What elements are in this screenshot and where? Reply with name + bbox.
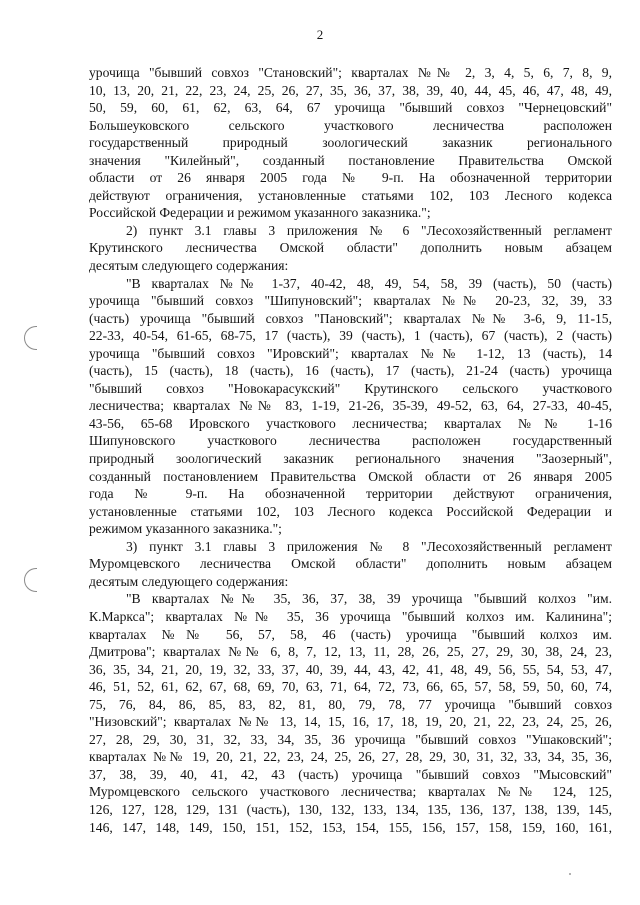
text-line: 10, 13, 20, 21, 22, 23, 24, 25, 26, 27, 35, 36, 37, 38, 39, 40, 44, 45, 46, 47, 48, 49, (89, 82, 612, 98)
text-line: 37, 38, 39, 40, 41, 42, 43 (часть) урочища "бывший совхоз "Мысовский" (89, 766, 612, 782)
text-line: 126, 127, 128, 129, 131 (часть), 130, 132, 133, 134, 135, 136, 137, 138, 139, 145, (89, 801, 612, 817)
text-line: 36, 35, 34, 21, 20, 19, 32, 33, 37, 40, 39, 44, 43, 42, 41, 48, 49, 56, 55, 54, 53, 47, (89, 661, 612, 677)
text-line: (часть), 15 (часть), 18 (часть), 16 (часть), 17 (часть), 21-24 (часть) урочища (89, 363, 612, 379)
text-line: режимом указанного заказника."; (89, 521, 282, 537)
text-line: 22-33, 40-54, 61-65, 68-75, 17 (часть), 39 (часть), 1 (часть), 67 (часть), 2 (часть) (89, 328, 612, 344)
text-line: "бывший совхоз "Новокарасукский" Крутинского сельского участкового (89, 380, 612, 396)
text-line: 3) пункт 3.1 главы 3 приложения № 8 "Лесохозяйственный регламент (126, 538, 612, 554)
text-line: Дмитрова"; кварталах №№ 6, 8, 7, 12, 13, 11, 28, 26, 25, 27, 29, 30, 38, 24, 23, (89, 644, 612, 660)
text-line: кварталах №№ 56, 57, 58, 46 (часть) урочища "бывший колхоз им. (89, 626, 612, 642)
text-line: 43-56, 65-68 Ировского участкового лесничества; кварталах №№ 1-16 (89, 415, 612, 431)
text-line: урочища "бывший совхоз "Шипуновский"; кварталах №№ 20-23, 32, 39, 33 (89, 293, 612, 309)
text-line: 2) пункт 3.1 главы 3 приложения № 6 "Лесохозяйственный регламент (126, 222, 612, 238)
text-line: установленные статьями 102, 103 Лесного кодекса Российской Федерации и (89, 503, 612, 519)
page-number: 2 (316, 27, 324, 42)
text-line: "В кварталах №№ 35, 36, 37, 38, 39 урочища "бывший колхоз "им. (126, 591, 612, 607)
text-line: (часть) урочища "бывший совхоз "Пановский"; кварталах №№ 3-6, 9, 11-15, (89, 310, 612, 326)
text-line: урочища "бывший совхоз "Ировский"; кварталах №№ 1-12, 13 (часть), 14 (89, 345, 612, 361)
text-line: "В кварталах №№ 1-37, 40-42, 48, 49, 54, 58, 39 (часть), 50 (часть) (126, 275, 612, 291)
text-line: кварталах №№ 19, 20, 21, 22, 23, 24, 25, 26, 27, 28, 29, 30, 31, 32, 33, 34, 35, 36, (89, 749, 612, 765)
text-line: государственный природный зоологический заказник регионального (89, 135, 612, 151)
text-line: лесничества; кварталах №№ 83, 1-19, 21-26, 35-39, 49-52, 63, 64, 27-33, 40-45, (89, 398, 612, 414)
text-line: созданный постановлением Правительства Омской области от 26 января 2005 (89, 468, 612, 484)
text-line: Российской Федерации и режимом указанного заказника."; (89, 205, 431, 221)
text-line: Большеуковского сельского участкового лесничества расположен (89, 117, 612, 133)
text-line: десятым следующего содержания: (89, 573, 289, 589)
text-line: года № 9-п. На обозначенной территории действуют ограничения, (89, 486, 612, 502)
text-line: Шипуновского участкового лесничества расположен государственный (89, 433, 612, 449)
document-body (89, 64, 612, 836)
text-line: Крутинского лесничества Омской области" дополнить новым абзацем (89, 240, 612, 256)
text-line: 27, 28, 29, 30, 31, 32, 33, 34, 35, 36 урочища "бывший совхоз "Ушаковский"; (89, 731, 612, 747)
text-line: Муромцевского сельского участкового лесничества; кварталах №№ 124, 125, (89, 784, 612, 800)
punch-hole-mark (24, 326, 37, 350)
text-line: значения "Килейный", созданный постановление Правительства Омской (89, 152, 612, 168)
text-line: 75, 76, 84, 86, 85, 83, 82, 81, 80, 79, 78, 77 урочища "бывший совхоз (89, 696, 612, 712)
text-line: "Низовский"; кварталах №№ 13, 14, 15, 16, 17, 18, 19, 20, 21, 22, 23, 24, 25, 26, (89, 714, 612, 730)
text-line: природный зоологический заказник регионального значения "Заозерный", (89, 451, 612, 467)
punch-hole-mark (24, 568, 37, 592)
text-line: 46, 51, 52, 61, 62, 67, 68, 69, 70, 63, 71, 64, 72, 73, 66, 65, 57, 58, 59, 50, 60, 74, (89, 679, 612, 695)
text-line: К.Маркса"; кварталах №№ 35, 36 урочища "бывший колхоз им. Калинина"; (89, 608, 612, 624)
text-line: 146, 147, 148, 149, 150, 151, 152, 153, 154, 155, 156, 157, 158, 159, 160, 161, (89, 819, 612, 835)
text-line: области от 26 января 2005 года № 9-п. На обозначенной территории (89, 170, 612, 186)
text-line: десятым следующего содержания: (89, 258, 289, 274)
text-line: урочища "бывший совхоз "Становский"; кварталах №№ 2, 3, 4, 5, 6, 7, 8, 9, (89, 65, 612, 80)
text-line: 50, 59, 60, 61, 62, 63, 64, 67 урочища "бывший совхоз "Чернецовский" (89, 100, 612, 116)
text-line: действуют ограничения, установленные статьями 102, 103 Лесного кодекса (89, 187, 612, 203)
text-line: Муромцевского лесничества Омской области" дополнить новым абзацем (89, 556, 612, 572)
scan-speck (569, 873, 571, 875)
